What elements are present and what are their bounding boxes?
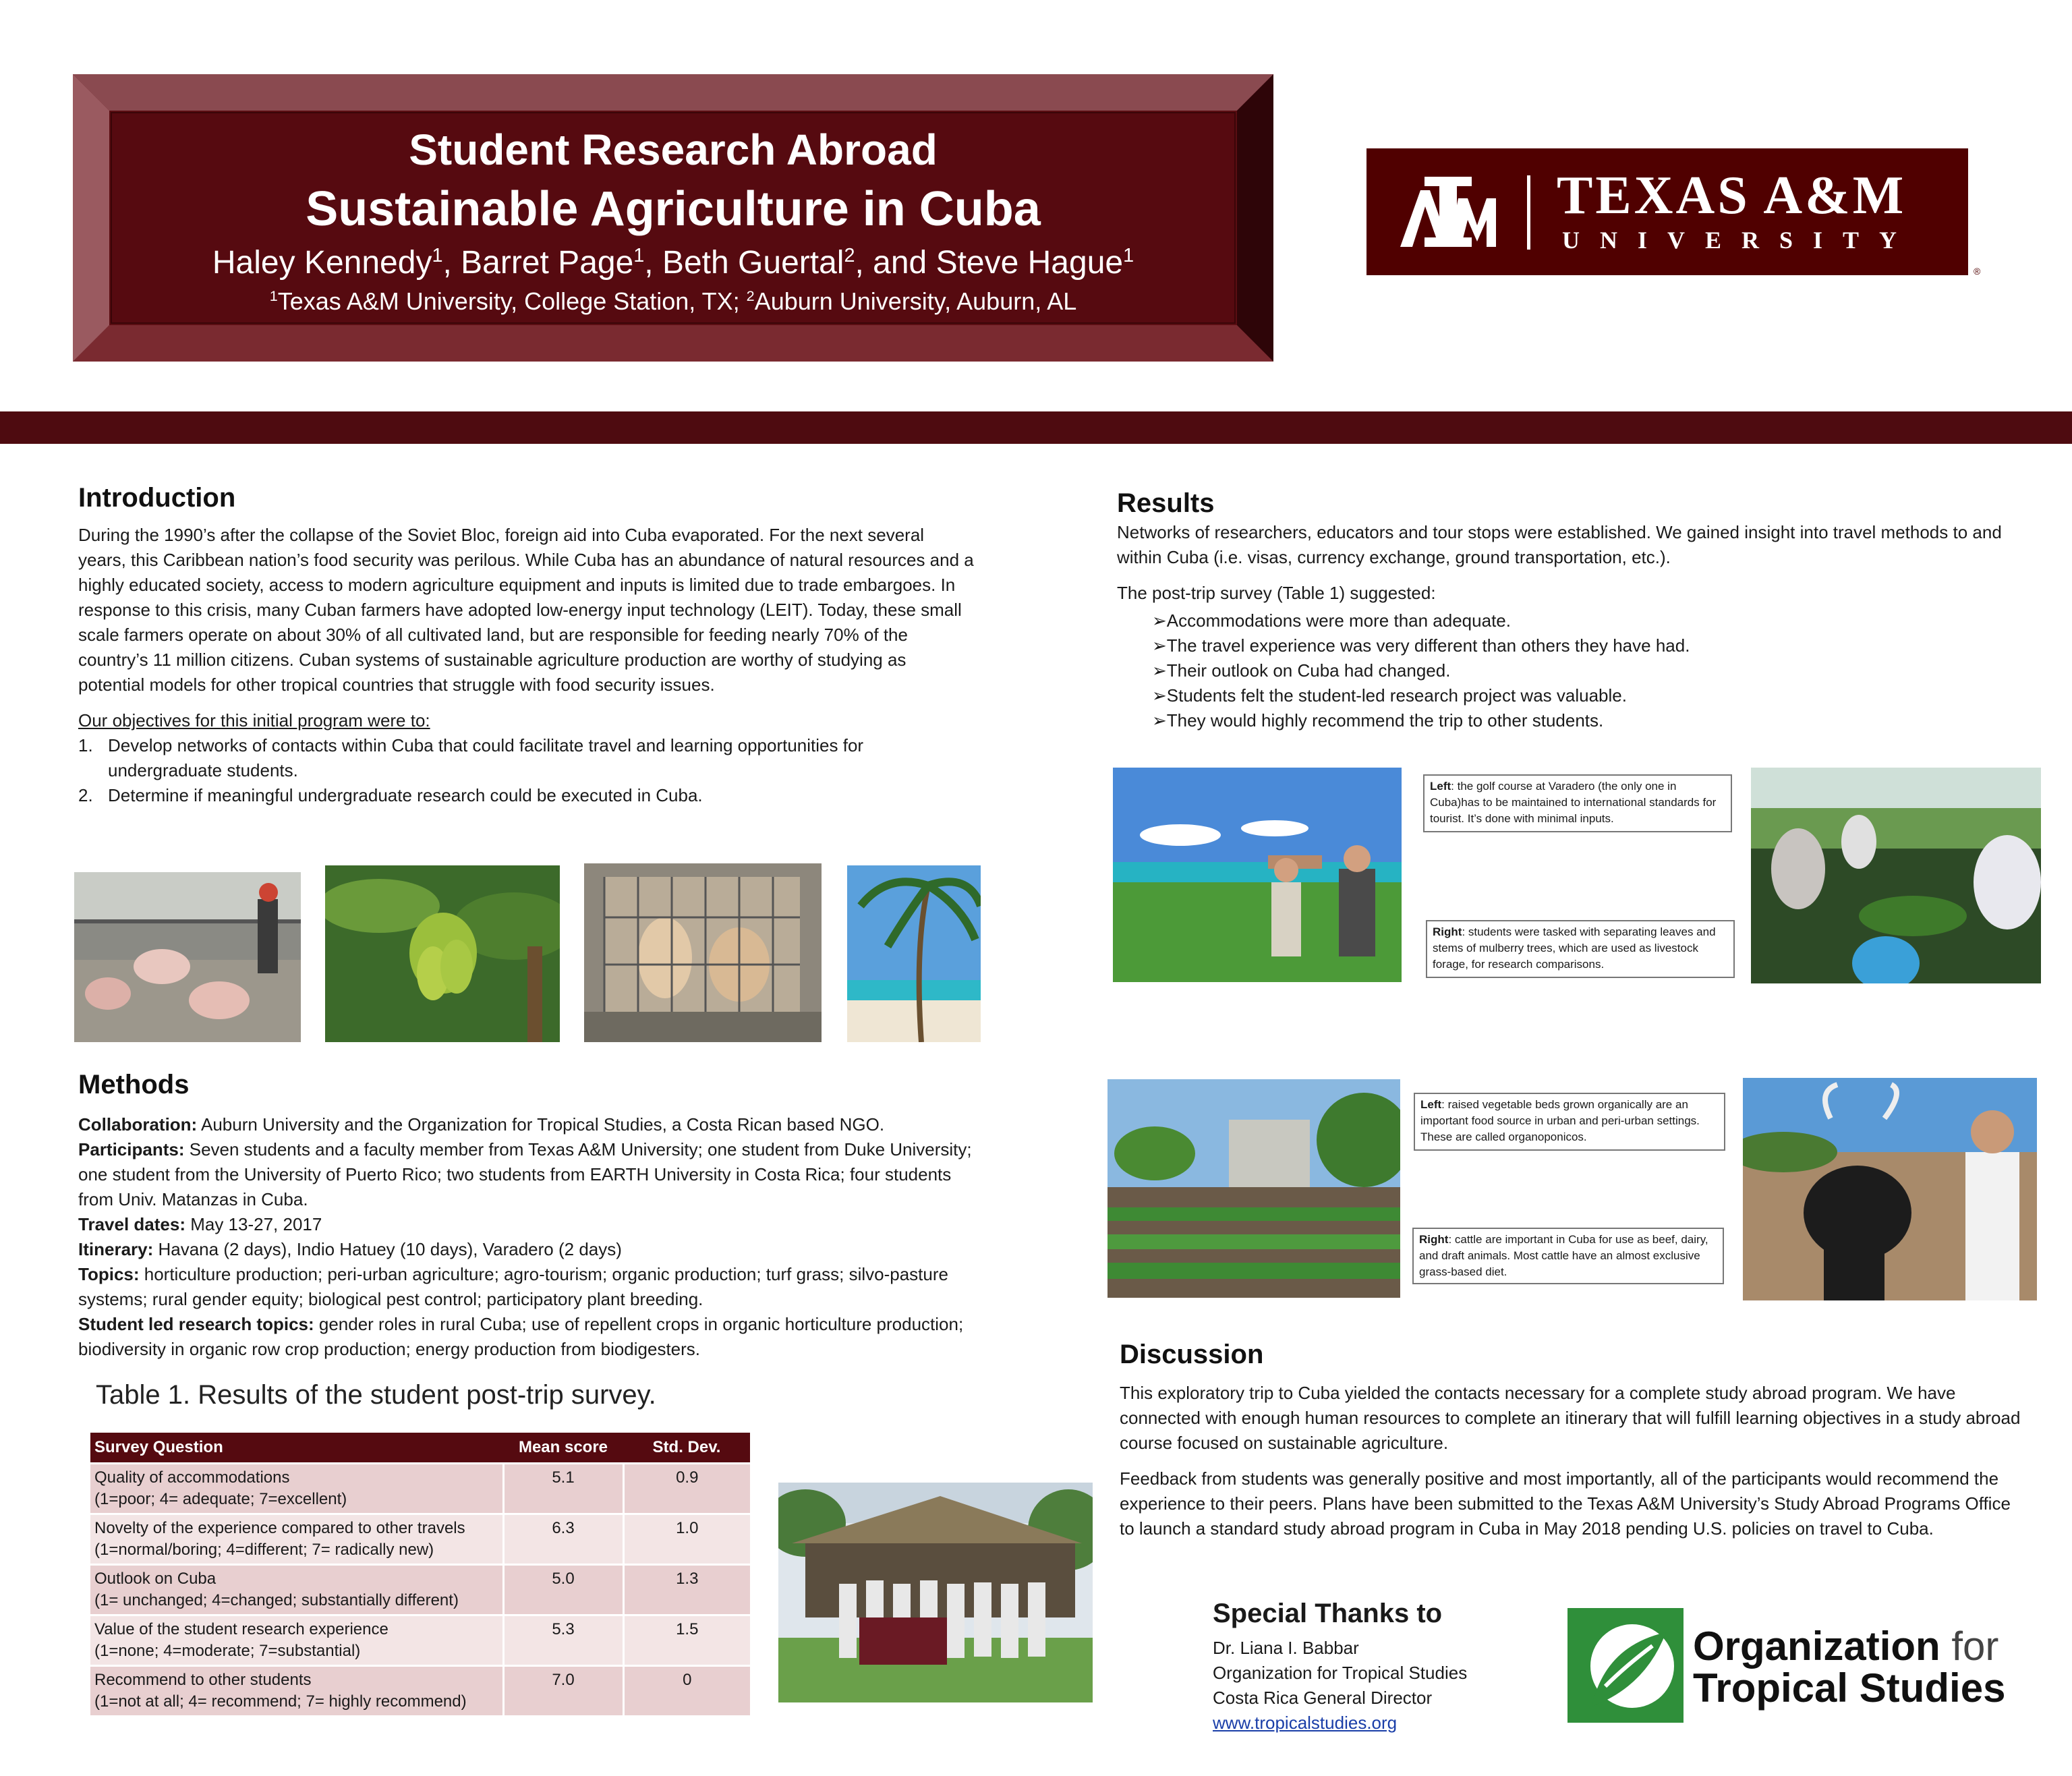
- title-banner: [73, 74, 1273, 362]
- caption-text: : students were tasked with separating leaves and stems of mulberry trees, which are used as livestock forage, for research comparisons.: [1433, 925, 1716, 971]
- methods-label: Participants:: [78, 1139, 185, 1159]
- author-affil-sup: 1: [633, 245, 645, 266]
- author-sep: , and: [855, 245, 936, 281]
- ots-name-line1: [1693, 1626, 1998, 1667]
- question-text: Quality of accommodations: [94, 1468, 290, 1487]
- question-cell: [90, 1666, 503, 1716]
- sd-cell: 1.5: [623, 1615, 750, 1666]
- methods-item: [78, 1262, 975, 1312]
- table-row: [90, 1464, 750, 1514]
- methods-value: gender roles in rural Cuba; use of repellent crops in organic horticulture production; biodiversity in organic row crop production; energy production from biodigesters.: [78, 1314, 964, 1359]
- texas-am-logo: [1366, 148, 1968, 275]
- caption-label: Left: [1430, 780, 1451, 793]
- mean-cell: 5.3: [503, 1615, 623, 1666]
- author-affil-sup: 2: [844, 245, 855, 266]
- special-thanks-section: [1213, 1599, 1550, 1736]
- thanks-heading: Special Thanks to: [1213, 1599, 1443, 1628]
- logo-subtitle: UNIVERSITY: [1562, 227, 1918, 254]
- question-text: Value of the student research experience: [94, 1620, 388, 1638]
- bullet-text: Their outlook on Cuba had changed.: [1166, 660, 1451, 681]
- list-item: [1152, 633, 2014, 658]
- results-section: [1117, 488, 2014, 733]
- arrow-bullet-icon: ➢: [1152, 660, 1167, 681]
- list-item: [1152, 658, 2014, 683]
- author-affil-sup: 1: [1123, 245, 1134, 266]
- results-paragraph: The post-trip survey (Table 1) suggested:: [1117, 583, 1436, 603]
- table-row: [90, 1615, 750, 1666]
- author-affil-sup: 1: [432, 245, 443, 266]
- methods-label: Itinerary:: [78, 1239, 154, 1259]
- question-cell: [90, 1464, 503, 1514]
- sd-cell: 0: [623, 1666, 750, 1716]
- objective-text: Determine if meaningful undergraduate research could be executed in Cuba.: [108, 785, 703, 805]
- group-photo: [778, 1483, 1093, 1702]
- list-item: [1152, 608, 2014, 633]
- table-row: [90, 1565, 750, 1615]
- arrow-bullet-icon: ➢: [1152, 685, 1167, 706]
- methods-item: [78, 1112, 975, 1137]
- caption-label: Right: [1433, 925, 1462, 938]
- author-name: Beth Guertal: [662, 245, 844, 281]
- methods-label: Student led research topics:: [78, 1314, 314, 1334]
- methods-label: Topics:: [78, 1264, 140, 1284]
- question-cell: [90, 1565, 503, 1615]
- methods-label: Travel dates:: [78, 1214, 185, 1234]
- sd-cell: 1.3: [623, 1565, 750, 1615]
- thanks-line: Organization for Tropical Studies: [1213, 1663, 1468, 1683]
- mulberry-sorting-photo: [1751, 768, 2041, 983]
- affil-sup: 2: [746, 287, 755, 304]
- author-name: Steve Hague: [936, 245, 1124, 281]
- results-bullet-list: [1117, 608, 2014, 733]
- ots-word: for: [1940, 1624, 1999, 1669]
- leaf-icon: [1565, 1605, 1686, 1725]
- banner-bevel: [73, 74, 1273, 111]
- list-item: [1152, 708, 2014, 733]
- discussion-paragraph: This exploratory trip to Cuba yielded the contacts necessary for a complete study abroad program. We have connected with enough human resources to complete an itinerary that will fulfill learning objectives in a study abroad course focused on sustainable agriculture.: [1120, 1383, 2021, 1453]
- question-scale: (1=normal/boring; 4=different; 7= radically new): [94, 1541, 434, 1559]
- poster-kicker: Student Research Abroad: [409, 125, 938, 174]
- arrow-bullet-icon: ➢: [1152, 610, 1167, 631]
- table-row: [90, 1514, 750, 1565]
- cattle-photo: [1743, 1078, 2037, 1300]
- methods-section: [78, 1070, 975, 1362]
- caption-mulberry: [1426, 920, 1735, 978]
- golf-course-photo: [1113, 768, 1402, 982]
- author-sep: ,: [644, 245, 662, 281]
- mean-cell: 5.1: [503, 1464, 623, 1514]
- introduction-heading: Introduction: [78, 483, 236, 513]
- atm-mark-icon: [1398, 171, 1499, 252]
- discussion-heading: Discussion: [1120, 1340, 1264, 1369]
- registered-mark: ®: [1974, 266, 1981, 277]
- logo-wordmark: TEXAS A&M: [1557, 166, 1907, 225]
- caption-cattle: [1412, 1228, 1724, 1284]
- methods-item: [78, 1312, 975, 1362]
- introduction-section: [78, 483, 975, 808]
- bullet-text: They would highly recommend the trip to other students.: [1166, 710, 1604, 731]
- thanks-line: Costa Rica General Director: [1213, 1688, 1433, 1708]
- sd-cell: 1.0: [623, 1514, 750, 1565]
- caption-organoponicos: [1414, 1093, 1725, 1151]
- author-name: Barret Page: [461, 245, 634, 281]
- question-cell: [90, 1514, 503, 1565]
- methods-item: [78, 1212, 975, 1237]
- caption-text: : the golf course at Varadero (the only one in Cuba)has to be maintained to international standards for tourist. It’s done with minimal inputs.: [1430, 780, 1717, 825]
- methods-value: May 13-27, 2017: [185, 1214, 322, 1234]
- discussion-paragraph: Feedback from students was generally positive and most importantly, all of the participants would recommend the experience to their peers. Plans have been submitted to the Texas A&M University’s Study Abroad Programs Office to launch a standard study abroad program in Cuba in May 2018 pending U.S. policies on travel to Cuba.: [1120, 1468, 2011, 1539]
- rabbits-cage-photo: [584, 863, 822, 1042]
- affiliation-text: Texas A&M University, College Station, TX;: [277, 287, 747, 315]
- mean-cell: 5.0: [503, 1565, 623, 1615]
- column-header: Std. Dev.: [623, 1433, 750, 1464]
- sd-cell: 0.9: [623, 1464, 750, 1514]
- results-text: [1117, 520, 2014, 733]
- methods-value: Seven students and a faculty member from Texas A&M University; one student from Duke University; one student from the University of Puerto Rico; two students from EARTH University in Costa Rica; four students from Univ. Matanzas in Cuba.: [78, 1139, 972, 1209]
- caption-label: Left: [1420, 1098, 1442, 1111]
- objective-text: Develop networks of contacts within Cuba that could facilitate travel and learning opportunities for undergraduate students.: [108, 735, 864, 780]
- methods-value: horticulture production; peri-urban agriculture; agro-tourism; organic production; turf grass; silvo-pasture systems; rural gender equity; biological pest control; participatory plant breeding.: [78, 1264, 948, 1309]
- introduction-body: During the 1990’s after the collapse of the Soviet Bloc, foreign aid into Cuba evaporated. For the next several years, this Caribbean nation’s food security was perilous. While Cuba has an abundance of natural resources and a highly educated society, access to modern agriculture equipment and inputs is limited due to trade embargoes. In response to this crisis, many Cuban farmers have adopted low-energy input technology (LEIT). Today, these small scale farmers operate on about 30% of all cultivated land, but are responsible for feeding nearly 70% of the country’s 11 million citizens. Cuban systems of sustainable agriculture production are worthy of studying as potential models for other tropical countries that struggle with food security issues.: [78, 525, 974, 695]
- tropical-studies-link[interactable]: www.tropicalstudies.org: [1213, 1713, 1398, 1733]
- results-heading: Results: [1117, 488, 1215, 518]
- objective-item: [78, 783, 975, 808]
- caption-text: : raised vegetable beds grown organically are an important food source in urban and peri-urban settings. These are called organoponicos.: [1420, 1098, 1700, 1143]
- methods-value: Auburn University and the Organization for Tropical Studies, a Costa Rican based NGO.: [197, 1114, 885, 1135]
- results-paragraph: Networks of researchers, educators and tour stops were established. We gained insight into travel methods to and within Cuba (i.e. visas, currency exchange, ground transportation, etc.).: [1117, 522, 2002, 567]
- affiliations: [112, 285, 1234, 318]
- objective-number: 1.: [78, 735, 93, 755]
- methods-text: [78, 1112, 975, 1362]
- arrow-bullet-icon: ➢: [1152, 710, 1167, 731]
- pigs-photo: [74, 872, 301, 1042]
- mean-cell: 7.0: [503, 1666, 623, 1716]
- author-name: Haley Kennedy: [212, 245, 432, 281]
- question-scale: (1=not at all; 4= recommend; 7= highly recommend): [94, 1692, 467, 1711]
- caption-label: Right: [1419, 1233, 1449, 1246]
- ots-name-line2: Tropical Studies: [1693, 1665, 2006, 1711]
- question-text: Outlook on Cuba: [94, 1570, 217, 1588]
- poster-title: Sustainable Agriculture in Cuba: [306, 182, 1041, 236]
- mean-cell: 6.3: [503, 1514, 623, 1565]
- table-row: [90, 1666, 750, 1716]
- objectives-heading: Our objectives for this initial program were to:: [78, 710, 430, 731]
- thanks-line: Dr. Liana I. Babbar: [1213, 1638, 1359, 1658]
- bullet-text: The travel experience was very different than others they have had.: [1166, 635, 1690, 656]
- question-scale: (1= unchanged; 4=changed; substantially different): [94, 1591, 459, 1609]
- methods-label: Collaboration:: [78, 1114, 198, 1135]
- survey-table-wrap: [90, 1433, 750, 1715]
- question-text: Recommend to other students: [94, 1671, 312, 1689]
- affil-sup: 1: [269, 287, 278, 304]
- question-scale: (1=none; 4=moderate; 7=substantial): [94, 1642, 361, 1660]
- objective-item: [78, 733, 975, 783]
- table-caption: Table 1. Results of the student post-trip survey.: [96, 1380, 656, 1410]
- question-text: Novelty of the experience compared to other travels: [94, 1519, 465, 1537]
- objective-number: 2.: [78, 785, 93, 805]
- ots-logo: [1565, 1605, 2006, 1725]
- methods-heading: Methods: [78, 1070, 190, 1099]
- bullet-text: Accommodations were more than adequate.: [1166, 610, 1511, 631]
- ots-word: Organization: [1693, 1624, 1940, 1669]
- header-divider-band: [0, 411, 2072, 444]
- column-header: Mean score: [503, 1433, 623, 1464]
- column-header: Survey Question: [90, 1433, 503, 1464]
- introduction-text: [78, 523, 975, 808]
- affiliation-text: Auburn University, Auburn, AL: [754, 287, 1077, 315]
- question-cell: [90, 1615, 503, 1666]
- logo-divider: [1527, 175, 1530, 250]
- beach-palm-photo: [847, 865, 981, 1042]
- organoponicos-photo: [1107, 1079, 1400, 1298]
- caption-golf: [1423, 774, 1732, 832]
- author-list: [112, 241, 1234, 285]
- methods-value: Havana (2 days), Indio Hatuey (10 days), Varadero (2 days): [153, 1239, 622, 1259]
- question-scale: (1=poor; 4= adequate; 7=excellent): [94, 1490, 347, 1508]
- survey-table: [90, 1433, 750, 1715]
- list-item: [1152, 683, 2014, 708]
- banner-bevel: [1237, 74, 1273, 362]
- discussion-text: [1120, 1381, 2023, 1541]
- methods-item: [78, 1237, 975, 1262]
- methods-item: [78, 1137, 975, 1212]
- discussion-section: [1120, 1340, 2023, 1552]
- banner-bevel: [73, 325, 1273, 362]
- banner-content: [111, 112, 1236, 324]
- arrow-bullet-icon: ➢: [1152, 635, 1167, 656]
- caption-text: : cattle are important in Cuba for use as beef, dairy, and draft animals. Most cattle have an almost exclusive grass-based diet.: [1419, 1233, 1708, 1278]
- bullet-text: Students felt the student-led research project was valuable.: [1166, 685, 1627, 706]
- bananas-photo: [325, 865, 560, 1042]
- thanks-text: [1213, 1636, 1550, 1736]
- author-sep: ,: [442, 245, 461, 281]
- banner-bevel: [73, 74, 109, 362]
